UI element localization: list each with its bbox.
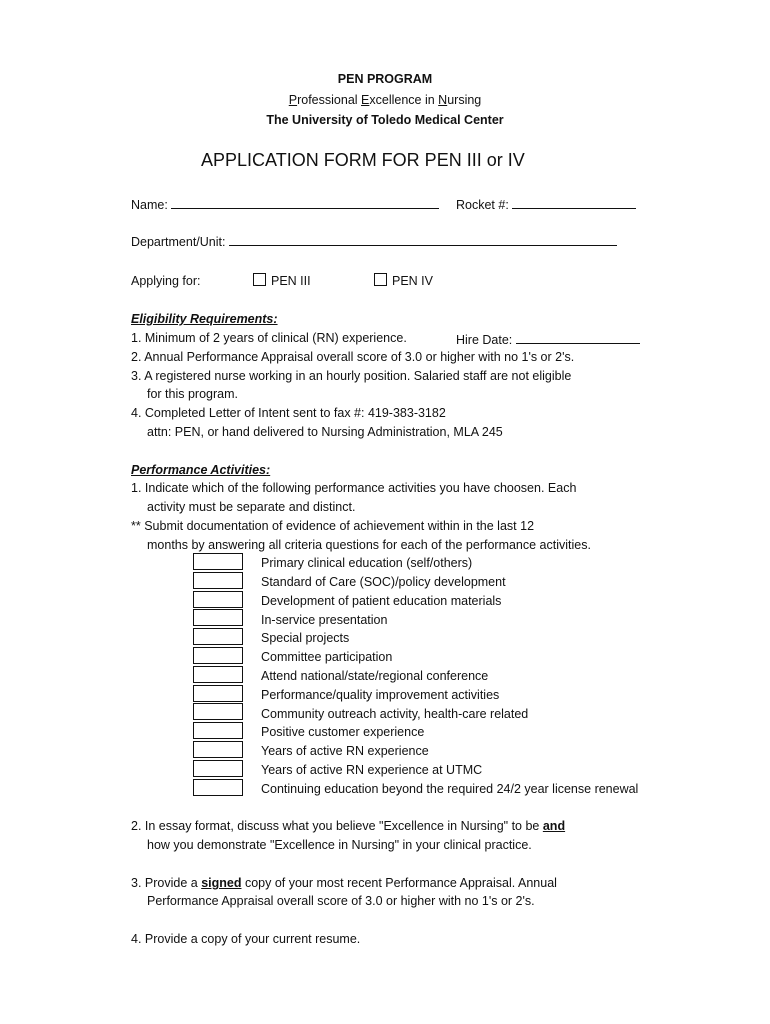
activity-checkbox[interactable] bbox=[193, 741, 243, 758]
activity-label: Years of active RN experience at UTMC bbox=[261, 763, 483, 777]
item-2-text: 2. In essay format, discuss what you believe "Excellence in Nursing" to be bbox=[131, 819, 543, 833]
requirement-4-line1: 4. Completed Letter of Intent sent to fax #: 419-383-3182 bbox=[131, 406, 446, 420]
activity-checkbox[interactable] bbox=[193, 779, 243, 796]
activity-label: Primary clinical education (self/others) bbox=[261, 556, 473, 570]
activity-checkbox[interactable] bbox=[193, 685, 243, 702]
performance-item-3-line2: Performance Appraisal overall score of 3.0 or higher with no 1's or 2's. bbox=[147, 894, 535, 908]
performance-item-4: 4. Provide a copy of your current resume. bbox=[131, 932, 361, 946]
word-rest-1: rofessional bbox=[297, 93, 362, 107]
performance-item-1-line1: 1. Indicate which of the following performance activities you have choosen. Each bbox=[131, 481, 577, 495]
activity-checkbox[interactable] bbox=[193, 722, 243, 739]
item-3-pre: 3. Provide a bbox=[131, 876, 202, 890]
initial-e: E bbox=[361, 93, 370, 107]
activity-label: In-service presentation bbox=[261, 613, 388, 627]
pen4-label: PEN IV bbox=[392, 274, 433, 288]
requirement-2: 2. Annual Performance Appraisal overall score of 3.0 or higher with no 1's or 2's. bbox=[131, 350, 575, 364]
activity-label: Performance/quality improvement activities bbox=[261, 688, 500, 702]
documentation-note-line1: ** Submit documentation of evidence of achievement within in the last 12 bbox=[131, 519, 535, 533]
activity-checkbox[interactable] bbox=[193, 591, 243, 608]
pen4-option[interactable] bbox=[374, 273, 433, 288]
name-row bbox=[131, 196, 439, 212]
item-3-post: copy of your most recent Performance Appraisal. Annual bbox=[241, 876, 557, 890]
requirement-3-line1: 3. A registered nurse working in an hourly position. Salaried staff are not eligible bbox=[131, 369, 572, 383]
hire-date-label: Hire Date: bbox=[456, 333, 513, 347]
department-row bbox=[131, 233, 617, 249]
activity-label: Development of patient education materials bbox=[261, 594, 502, 608]
activity-label: Positive customer experience bbox=[261, 725, 425, 739]
word-rest-3: ursing bbox=[447, 93, 482, 107]
activity-checkbox[interactable] bbox=[193, 628, 243, 645]
activity-label: Special projects bbox=[261, 631, 350, 645]
activity-checkbox[interactable] bbox=[193, 703, 243, 720]
rocket-label: Rocket #: bbox=[456, 198, 509, 212]
name-label: Name: bbox=[131, 198, 168, 212]
eligibility-heading: Eligibility Requirements: bbox=[131, 312, 278, 326]
requirement-4-line2: attn: PEN, or hand delivered to Nursing Administration, MLA 245 bbox=[147, 425, 503, 439]
activity-checkbox[interactable] bbox=[193, 647, 243, 664]
program-full-name bbox=[0, 93, 770, 107]
pen3-option[interactable] bbox=[253, 273, 311, 288]
documentation-note-line2: months by answering all criteria questions for each of the performance activities. bbox=[147, 538, 591, 552]
pen3-checkbox[interactable] bbox=[253, 273, 266, 286]
department-label: Department/Unit: bbox=[131, 235, 226, 249]
activity-checkbox[interactable] bbox=[193, 609, 243, 626]
rocket-field[interactable] bbox=[512, 196, 636, 209]
performance-item-3-line1 bbox=[131, 876, 557, 890]
requirement-1: 1. Minimum of 2 years of clinical (RN) experience. bbox=[131, 331, 407, 345]
requirement-3-line2: for this program. bbox=[147, 387, 239, 401]
rocket-row bbox=[456, 196, 636, 212]
hire-date-row bbox=[456, 331, 640, 347]
name-field[interactable] bbox=[171, 196, 439, 209]
activity-label: Standard of Care (SOC)/policy development bbox=[261, 575, 506, 589]
performance-heading: Performance Activities: bbox=[131, 463, 271, 477]
initial-p: P bbox=[288, 93, 298, 107]
word-rest-2: xcellence in bbox=[369, 93, 439, 107]
initial-n: N bbox=[438, 93, 448, 107]
performance-item-1-line2: activity must be separate and distinct. bbox=[147, 500, 356, 514]
activity-checkbox[interactable] bbox=[193, 553, 243, 570]
activity-checkbox[interactable] bbox=[193, 666, 243, 683]
hire-date-field[interactable] bbox=[516, 331, 640, 344]
performance-item-2-line2: how you demonstrate "Excellence in Nursing" in your clinical practice. bbox=[147, 838, 532, 852]
department-field[interactable] bbox=[229, 233, 617, 246]
activity-label: Community outreach activity, health-care related bbox=[261, 707, 529, 721]
form-title: APPLICATION FORM FOR PEN III or IV bbox=[201, 150, 525, 170]
program-title: PEN PROGRAM bbox=[337, 72, 433, 86]
activity-label: Continuing education beyond the required 24/2 year license renewal bbox=[261, 782, 639, 796]
item-3-emphasis: signed bbox=[201, 876, 242, 890]
institution-name: The University of Toledo Medical Center bbox=[266, 113, 504, 127]
pen4-checkbox[interactable] bbox=[374, 273, 387, 286]
activity-label: Attend national/state/regional conference bbox=[261, 669, 489, 683]
performance-item-2-line1 bbox=[131, 819, 565, 833]
activity-label: Years of active RN experience bbox=[261, 744, 429, 758]
pen3-label: PEN III bbox=[271, 274, 311, 288]
applying-label: Applying for: bbox=[131, 274, 201, 288]
activity-label: Committee participation bbox=[261, 650, 393, 664]
activity-checkbox[interactable] bbox=[193, 760, 243, 777]
activity-checkbox[interactable] bbox=[193, 572, 243, 589]
item-2-emphasis: and bbox=[542, 819, 566, 833]
